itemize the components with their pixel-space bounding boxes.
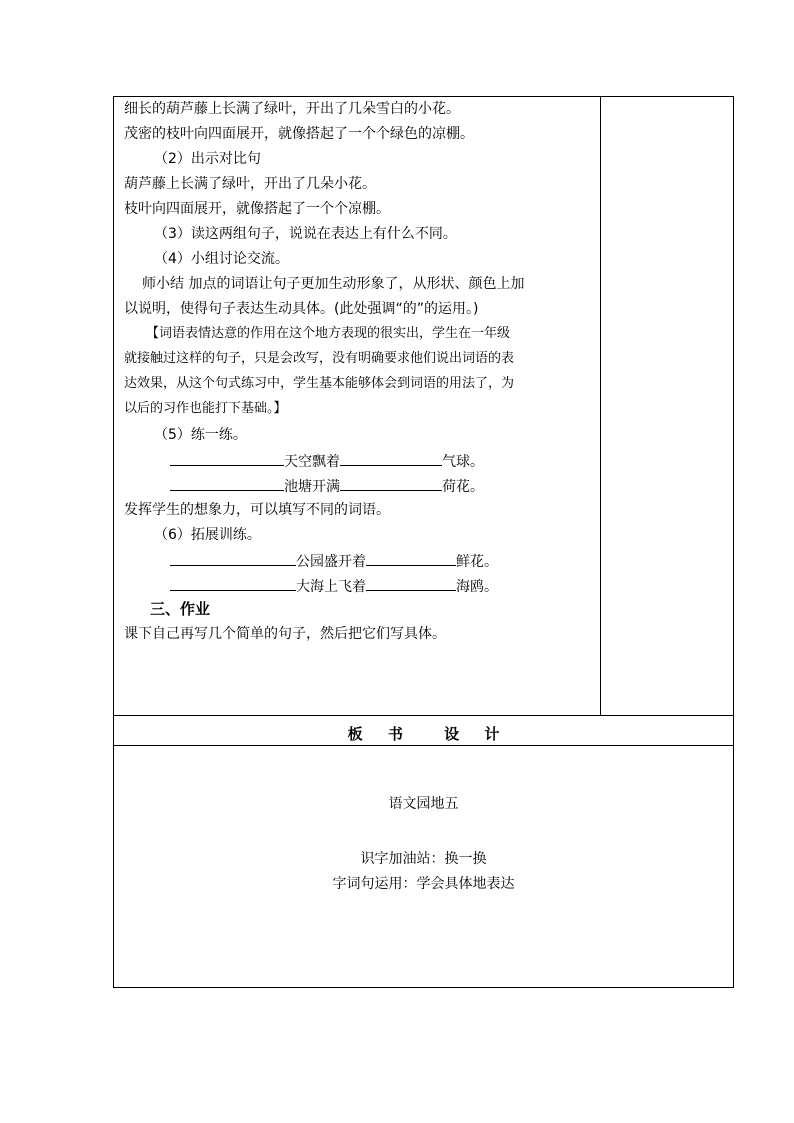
header-char: 板 <box>347 725 363 743</box>
divider <box>114 745 733 746</box>
design-note: 达效果，从这个句式练习中，学生基本能够体会到词语的用法了，为 <box>124 376 515 391</box>
blank-line <box>366 576 456 591</box>
text-line: 葫芦藤上长满了绿叶，开出了几朵小花。 <box>124 176 376 192</box>
fill-text: 大海上飞着 <box>296 579 366 595</box>
step-heading: （6）拓展训练。 <box>154 527 261 543</box>
fill-text: 鲜花。 <box>456 554 498 570</box>
fill-text: 荷花。 <box>442 479 484 495</box>
section-heading: 三、作业 <box>150 600 211 618</box>
board-title: 语文园地五 <box>388 796 459 812</box>
board-design-header <box>114 723 733 744</box>
fill-text: 天空飘着 <box>284 454 340 470</box>
blank-line <box>170 576 296 591</box>
blank-line <box>170 476 284 491</box>
teacher-summary: 师小结 加点的词语让句子更加生动形象了，从形状、颜色上加 <box>142 276 525 292</box>
text-line: 枝叶向四面展开，就像搭起了一个个凉棚。 <box>124 201 390 217</box>
fill-blank-row <box>170 476 484 496</box>
design-note: 【词语表情达意的作用在这个地方表现的很实出，学生在一年级 <box>146 326 511 341</box>
design-note: 就接触过这样的句子，只是会改写，没有明确要求他们说出词语的表 <box>124 351 515 366</box>
fill-blank-row <box>170 451 484 471</box>
fill-text: 公园盛开着 <box>296 554 366 570</box>
blank-line <box>366 551 456 566</box>
step-heading: （4）小组讨论交流。 <box>154 251 289 267</box>
column-divider <box>600 97 601 715</box>
text-line: 细长的葫芦藤上长满了绿叶，开出了几朵雪白的小花。 <box>124 101 460 117</box>
fill-text: 池塘开满 <box>284 479 340 495</box>
fill-blank-row <box>170 551 498 571</box>
blank-line <box>340 476 442 491</box>
board-item: 字词句运用：学会具体地表达 <box>332 876 515 892</box>
step-heading: （5）练一练。 <box>154 427 247 443</box>
header-char: 书 <box>387 725 403 743</box>
fill-blank-row <box>170 576 498 596</box>
step-heading: （2）出示对比句 <box>154 151 261 167</box>
teacher-summary: 以说明，使得句子表达生动具体。(此处强调“的”的运用。) <box>124 301 479 317</box>
header-char: 计 <box>484 725 500 743</box>
fill-text: 海鸥。 <box>456 579 498 595</box>
homework-text: 课下自己再写几个简单的句子，然后把它们写具体。 <box>124 626 446 642</box>
lesson-table <box>113 96 734 988</box>
step-heading: （3）读这两组句子，说说在表达上有什么不同。 <box>154 226 457 242</box>
text-line: 茂密的枝叶向四面展开，就像搭起了一个个绿色的凉棚。 <box>124 126 474 142</box>
board-item: 识字加油站：换一换 <box>360 851 487 867</box>
header-char: 设 <box>444 725 460 743</box>
blank-line <box>170 551 296 566</box>
design-note: 以后的习作也能打下基础。】 <box>124 401 287 416</box>
divider <box>114 715 733 716</box>
blank-line <box>170 451 284 466</box>
blank-line <box>340 451 442 466</box>
text-line: 发挥学生的想象力，可以填写不同的词语。 <box>124 502 390 518</box>
fill-text: 气球。 <box>442 454 484 470</box>
